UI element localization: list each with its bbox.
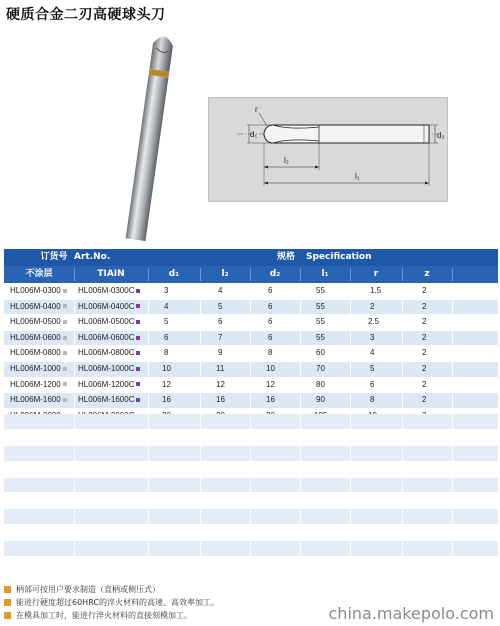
end-mill-photo [120, 30, 185, 245]
art-uncoated: HL006M-0600 [10, 332, 61, 342]
uncoated-marker-icon [63, 382, 67, 386]
note-item: 柄部可按用户要求制造（直柄或侧压式） [4, 583, 304, 596]
cell-z: 2 [422, 395, 427, 405]
cell-l1: 55 [316, 301, 325, 311]
art-uncoated: HL006M-0300 [10, 286, 61, 295]
uncoated-marker-icon [63, 336, 67, 340]
cell-d2: 8 [268, 348, 273, 358]
cell-l2: 7 [218, 332, 223, 342]
table-row [4, 331, 498, 347]
cell-l2: 5 [218, 301, 223, 311]
cell-l2: 4 [218, 286, 223, 295]
cell-z: 2 [422, 317, 427, 327]
table-row [4, 393, 498, 409]
cell-r: 3 [370, 332, 375, 342]
col-l2: l₂ [221, 269, 229, 279]
l1-label: l₁ [355, 172, 360, 181]
uncoated-marker-icon [63, 289, 67, 293]
cell-d1: 5 [164, 317, 169, 327]
cell-z: 2 [422, 348, 427, 358]
cell-z: 2 [422, 332, 427, 342]
uncoated-marker-icon [63, 367, 67, 371]
cell-d1: 16 [162, 395, 171, 405]
d1-label: d₁ [250, 130, 258, 139]
table-row [4, 315, 498, 331]
uncoated-marker-icon [63, 351, 67, 355]
table-header-group [4, 249, 498, 266]
coated-marker-icon [136, 336, 140, 340]
art-uncoated: HL006M-0800 [10, 348, 61, 358]
cell-l1: 80 [316, 379, 325, 389]
cell-d1: 6 [164, 332, 169, 342]
art-coated: HL006M-0400C [78, 301, 135, 311]
cell-d2: 6 [268, 286, 273, 295]
cell-z: 2 [422, 379, 427, 389]
table-row [4, 362, 498, 378]
note-item: 能进行硬度超过60HRC的淬火材料的高速、高效率加工。 [4, 596, 304, 609]
art-coated: HL006M-1600C [78, 395, 135, 405]
order-no-en: Art.No. [74, 252, 111, 262]
coated-marker-icon [136, 398, 140, 402]
cell-d2: 16 [266, 395, 275, 405]
cell-z: 2 [422, 286, 427, 295]
art-uncoated: HL006M-1200 [10, 379, 61, 389]
cell-l1: 60 [316, 348, 325, 358]
bullet-icon [4, 586, 11, 593]
cell-l2: 9 [218, 348, 223, 358]
art-uncoated: HL006M-0500 [10, 317, 61, 327]
spec-en: Specification [306, 252, 372, 262]
art-uncoated: HL006M-0400 [10, 301, 61, 311]
cell-l1: 70 [316, 363, 325, 373]
cell-d1: 12 [162, 379, 171, 389]
coated-marker-icon [136, 382, 140, 386]
table-row [4, 284, 498, 300]
order-no-label: 订货号 [40, 252, 68, 262]
notes-list [4, 583, 304, 622]
cell-d1: 3 [164, 286, 169, 295]
table-row [4, 346, 498, 362]
col-uncoated: 不涂层 [25, 269, 53, 279]
cell-d1: 4 [164, 301, 169, 311]
cell-d2: 6 [268, 317, 273, 327]
cell-z: 2 [422, 363, 427, 373]
table-row [4, 300, 498, 316]
cell-d1: 10 [162, 363, 171, 373]
art-coated: HL006M-0500C [78, 317, 135, 327]
cell-r: 4 [370, 348, 375, 358]
table-body [4, 284, 498, 424]
r-label: r [255, 105, 258, 114]
coated-marker-icon [136, 320, 140, 324]
note-item: 在模具加工时，能进行淬火材料的直接刻模加工。 [4, 609, 304, 622]
cell-r: 8 [370, 395, 375, 405]
uncoated-marker-icon [63, 398, 67, 402]
cell-d1: 8 [164, 348, 169, 358]
bullet-icon [4, 612, 11, 619]
art-coated: HL006M-0800C [78, 348, 135, 358]
cell-l2: 12 [216, 379, 225, 389]
cell-l1: 55 [316, 332, 325, 342]
cell-l2: 6 [218, 317, 223, 327]
col-z: z [424, 269, 430, 279]
cell-l2: 11 [216, 363, 225, 373]
spec-label: 规格 [276, 252, 295, 262]
page-title: 硬质合金二刃高硬球头刀 [6, 7, 166, 23]
art-coated: HL006M-0600C [78, 332, 135, 342]
table-empty-rows [4, 414, 498, 573]
cell-l1: 55 [316, 317, 325, 327]
col-tiain: TIAIN [97, 269, 125, 279]
col-r: r [373, 269, 379, 279]
col-l1: l₁ [321, 269, 329, 279]
cell-r: 6 [370, 379, 375, 389]
cell-d2: 10 [266, 363, 275, 373]
cell-l1: 90 [316, 395, 325, 405]
cell-r: 2.5 [368, 317, 380, 327]
cell-l1: 55 [316, 286, 325, 295]
cell-z: 2 [422, 301, 427, 311]
watermark: china.makepolo.com [328, 604, 494, 623]
cell-r: 2 [370, 301, 375, 311]
d2-label: d₂ [437, 131, 445, 140]
cell-d2: 6 [268, 332, 273, 342]
col-d2: d₂ [269, 269, 281, 279]
table-row [4, 378, 498, 394]
table-column-headers [4, 266, 498, 283]
cell-r: 5 [370, 363, 375, 373]
art-uncoated: HL006M-1000 [10, 363, 61, 373]
coated-marker-icon [136, 367, 140, 371]
coated-marker-icon [136, 351, 140, 355]
uncoated-marker-icon [63, 320, 67, 324]
l2-label: l₂ [284, 156, 289, 165]
coated-marker-icon [136, 289, 140, 293]
art-coated: HL006M-1000C [78, 363, 135, 373]
cell-r: 1.5 [370, 286, 382, 295]
coated-marker-icon [136, 304, 140, 308]
col-d1: d₁ [168, 269, 180, 279]
bullet-icon [4, 599, 11, 606]
art-coated: HL006M-0300C [78, 286, 135, 295]
technical-drawing [208, 97, 448, 202]
cell-l2: 16 [216, 395, 225, 405]
cell-d2: 6 [268, 301, 273, 311]
art-uncoated: HL006M-1600 [10, 395, 61, 405]
art-coated: HL006M-1200C [78, 379, 135, 389]
cell-d2: 12 [266, 379, 275, 389]
uncoated-marker-icon [63, 304, 67, 308]
